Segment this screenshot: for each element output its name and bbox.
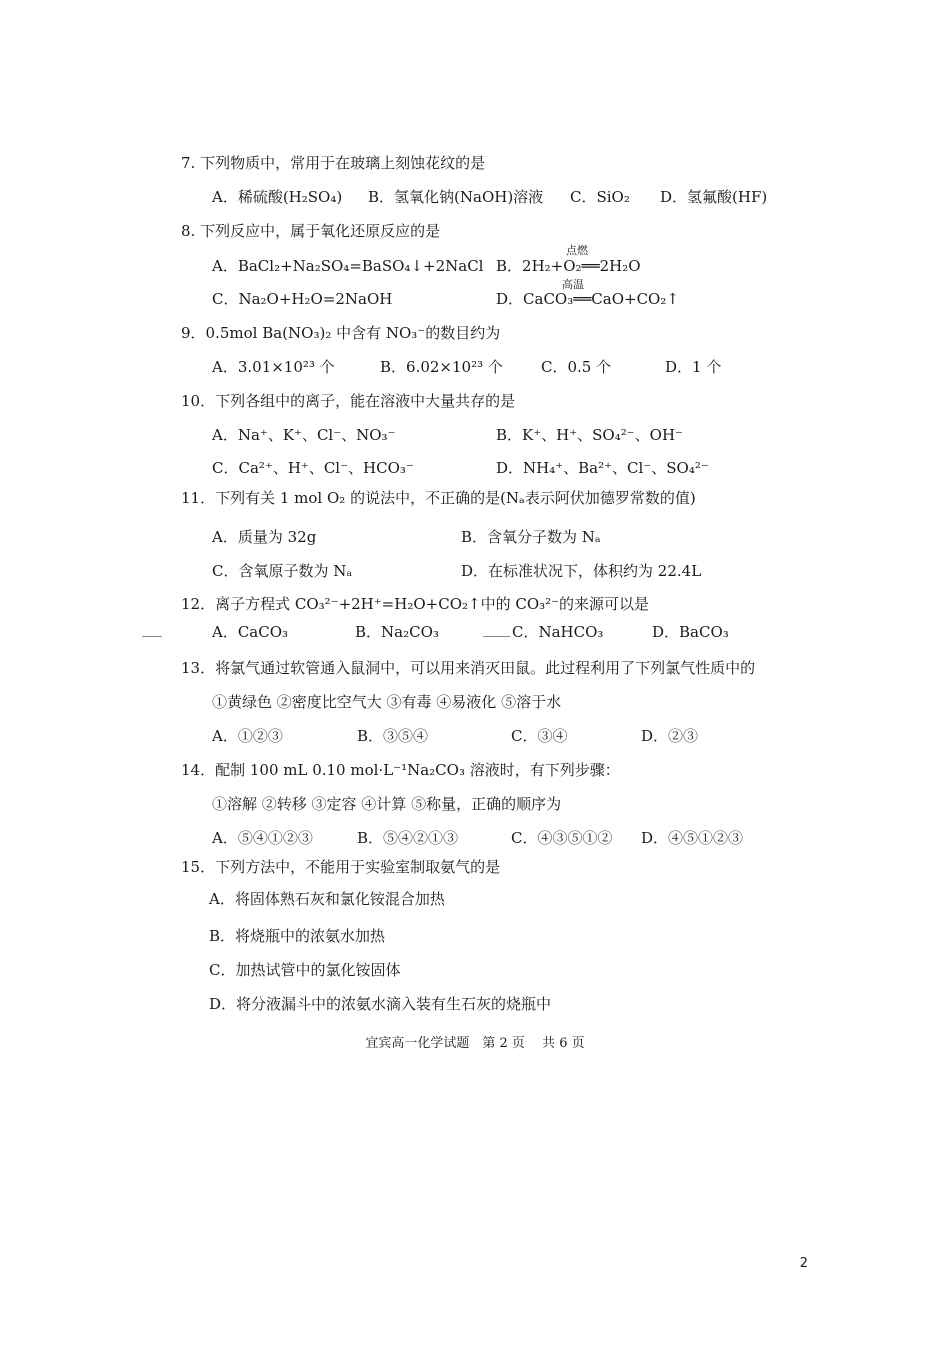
q7-option-d: D．氢氟酸(HF): [660, 188, 768, 206]
q9-option-d: D．1 个: [665, 358, 722, 376]
q10-option-d: D．NH₄⁺、Ba²⁺、Cl⁻、SO₄²⁻: [496, 459, 709, 477]
scan-mark: [142, 636, 162, 637]
q9-option-b: B．6.02×10²³ 个: [380, 358, 503, 376]
q13-option-b: B．③⑤④: [357, 727, 429, 745]
q13-option-a: A．①②③: [212, 727, 283, 745]
page-number: 2: [799, 1256, 808, 1271]
q14-option-c: C．④③⑤①②: [511, 829, 613, 847]
q9-option-a: A．3.01×10²³ 个: [212, 358, 335, 376]
q14-option-b: B．⑤④②①③: [357, 829, 459, 847]
q11-option-c: C．含氧原子数为 Nₐ: [212, 562, 353, 580]
q13-properties: ①黄绿色 ②密度比空气大 ③有毒 ④易液化 ⑤溶于水: [212, 693, 562, 711]
q12-option-b: B．Na₂CO₃: [355, 623, 439, 641]
question-10-stem: 10．下列各组中的离子，能在溶液中大量共存的是: [181, 392, 516, 410]
q8-condition-ignite: 点燃: [566, 244, 588, 257]
q8-option-a: A．BaCl₂+Na₂SO₄=BaSO₄↓+2NaCl: [212, 257, 484, 275]
q8-condition-heat: 高温: [562, 278, 584, 291]
page-footer: 宜宾高一化学试题 第 2 页 共 6 页: [365, 1036, 585, 1051]
question-12-stem: 12．离子方程式 CO₃²⁻+2H⁺=H₂O+CO₂↑中的 CO₃²⁻的来源可以是: [181, 595, 650, 613]
q7-option-a: A．稀硫酸(H₂SO₄): [212, 188, 343, 206]
q13-option-d: D．②③: [641, 727, 699, 745]
q11-option-b: B．含氧分子数为 Nₐ: [461, 528, 601, 546]
q10-option-b: B．K⁺、H⁺、SO₄²⁻、OH⁻: [496, 426, 683, 444]
question-8-stem: 8. 下列反应中，属于氧化还原反应的是: [181, 222, 441, 240]
q12-option-d: D．BaCO₃: [652, 623, 729, 641]
q12-option-c: C．NaHCO₃: [512, 623, 604, 641]
q15-option-a: A．将固体熟石灰和氯化铵混合加热: [209, 890, 445, 908]
scan-mark: [483, 636, 510, 637]
question-14-stem: 14．配制 100 mL 0.10 mol·L⁻¹Na₂CO₃ 溶液时，有下列步骤：: [181, 761, 620, 779]
q15-option-d: D．将分液漏斗中的浓氨水滴入装有生石灰的烧瓶中: [209, 995, 552, 1013]
q14-steps: ①溶解 ②转移 ③定容 ④计算 ⑤称量，正确的顺序为: [212, 795, 562, 813]
question-15-stem: 15．下列方法中，不能用于实验室制取氨气的是: [181, 858, 501, 876]
q15-option-c: C．加热试管中的氯化铵固体: [209, 961, 401, 979]
q10-option-a: A．Na⁺、K⁺、Cl⁻、NO₃⁻: [212, 426, 396, 444]
q13-option-c: C．③④: [511, 727, 568, 745]
q8-option-b: B．2H₂+O₂══2H₂O: [496, 257, 641, 275]
q7-option-c: C．SiO₂: [570, 188, 630, 206]
q7-option-b: B．氢氧化钠(NaOH)溶液: [368, 188, 544, 206]
q9-option-c: C．0.5 个: [541, 358, 612, 376]
q11-option-a: A．质量为 32g: [212, 528, 317, 546]
q14-option-a: A．⑤④①②③: [212, 829, 313, 847]
q15-option-b: B．将烧瓶中的浓氨水加热: [209, 927, 386, 945]
q10-option-c: C．Ca²⁺、H⁺、Cl⁻、HCO₃⁻: [212, 459, 414, 477]
question-7-stem: 7. 下列物质中，常用于在玻璃上刻蚀花纹的是: [181, 154, 486, 172]
question-11-stem: 11．下列有关 1 mol O₂ 的说法中，不正确的是(Nₐ表示阿伏加德罗常数的值): [181, 489, 696, 507]
question-13-stem: 13．将氯气通过软管通入鼠洞中，可以用来消灭田鼠。此过程利用了下列氯气性质中的: [181, 659, 756, 677]
q12-option-a: A．CaCO₃: [212, 623, 289, 641]
q14-option-d: D．④⑤①②③: [641, 829, 744, 847]
q8-option-d: D．CaCO₃══CaO+CO₂↑: [496, 290, 679, 308]
q8-option-c: C．Na₂O+H₂O=2NaOH: [212, 290, 393, 308]
question-9-stem: 9．0.5mol Ba(NO₃)₂ 中含有 NO₃⁻的数目约为: [181, 324, 501, 342]
q11-option-d: D．在标准状况下，体积约为 22.4L: [461, 562, 702, 580]
